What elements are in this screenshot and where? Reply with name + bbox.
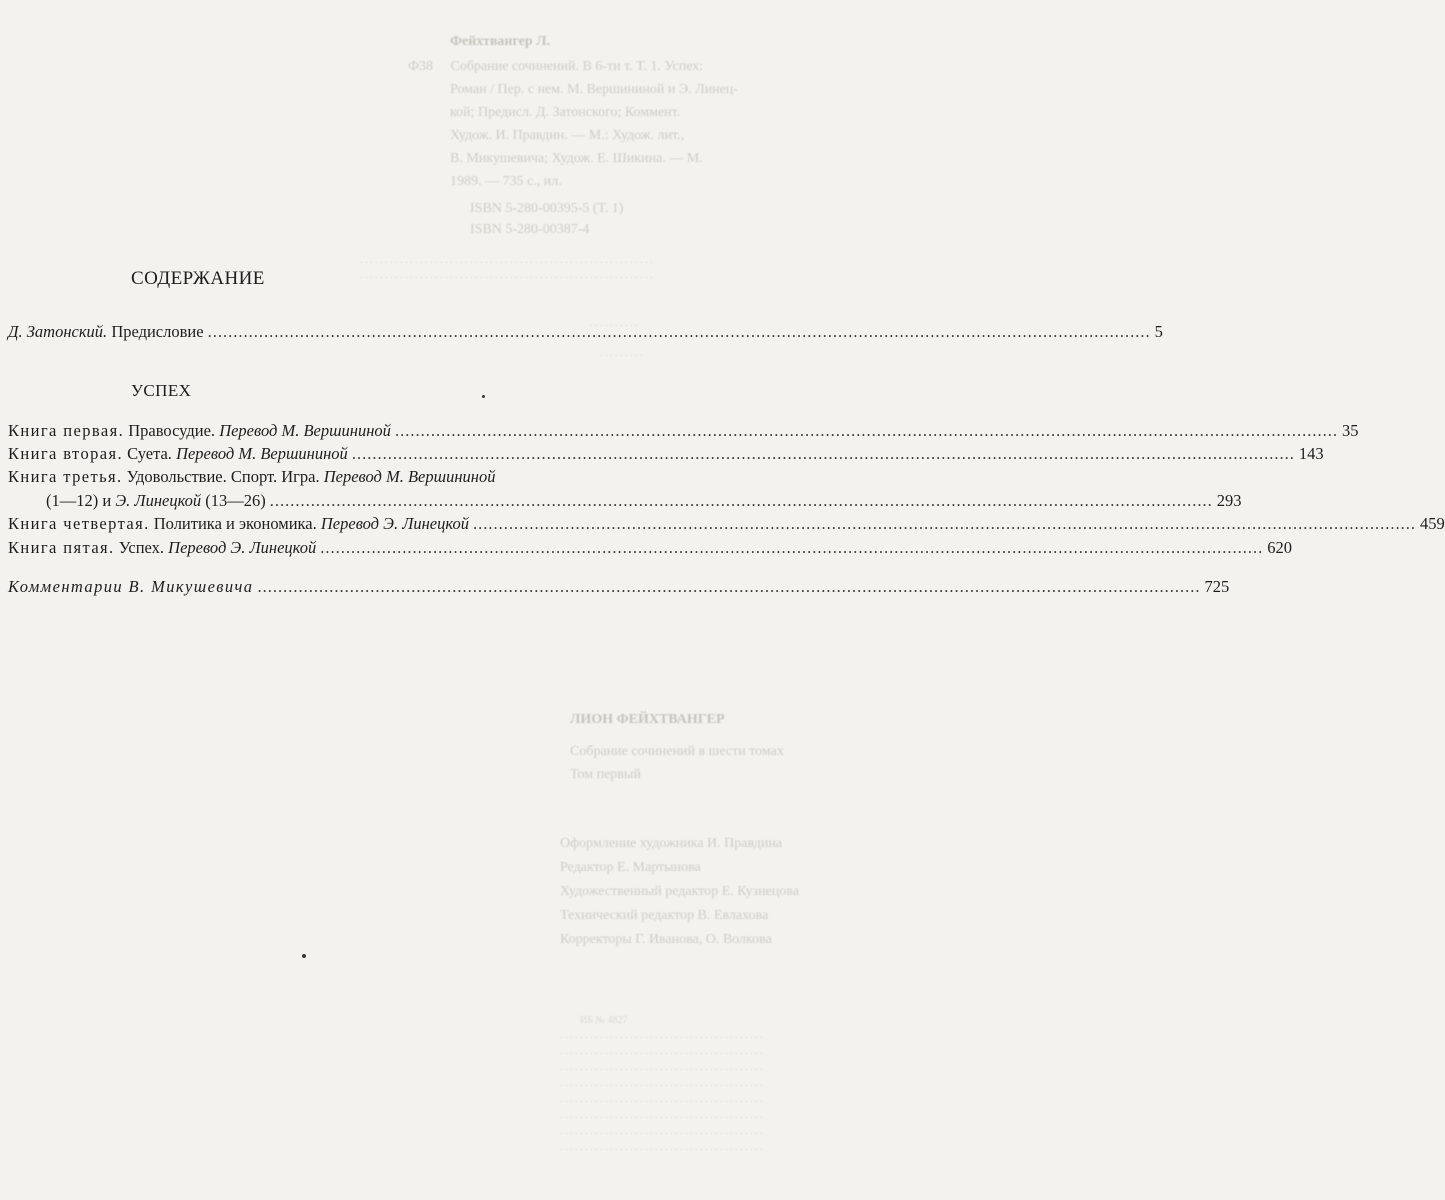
toc-entry-book-4[interactable] xyxy=(8,514,1445,534)
toc-entry-label xyxy=(8,514,469,534)
page-number: 35 xyxy=(1341,421,1359,440)
bleed-through-text: . . . . . . . . . . . . . . . . . . . . . . . . . . . . . . . . . . . . . . . . . xyxy=(560,1094,763,1105)
bleed-through-text: Роман / Пер. с нем. М. Вершининой и Э. Линец- xyxy=(450,82,738,97)
bleed-through-text: . . . . . . . . . . xyxy=(590,318,638,329)
bleed-through-text: . . . . . . . . . . . . . . . . . . . . . . . . . . . . . . . . . . . . . . . . . xyxy=(560,1142,763,1153)
preface-author: Д. Затонский. xyxy=(8,322,108,341)
toc-entry-book-1[interactable] xyxy=(8,421,1359,441)
conjunction: и xyxy=(102,491,112,510)
chapter-range: (13—26) xyxy=(205,491,266,510)
dot-leader xyxy=(352,444,1295,464)
bleed-through-text: Ф38 Собрание сочинений. В 6-ти т. Т. 1. Успех: xyxy=(408,59,704,74)
dot-leader xyxy=(473,514,1416,534)
book-translator: Перевод Э. Линецкой xyxy=(320,514,469,533)
toc-entry-label xyxy=(8,577,253,597)
book-translator: Перевод М. Вершининой xyxy=(323,467,496,486)
bleed-through-text: . . . . . . . . . . . . . . . . . . . . . . . . . . . . . . . . . . . . . . . . . xyxy=(560,1078,763,1089)
toc-entry-label xyxy=(8,444,348,464)
dot-leader xyxy=(270,491,1213,511)
toc-entry-label xyxy=(8,538,316,558)
section-title: УСПЕХ xyxy=(131,381,192,400)
book-number: Книга пятая. xyxy=(8,538,115,557)
book-number: Книга четвертая. xyxy=(8,514,150,533)
bleed-through-text: Художественный редактор Е. Кузнецова xyxy=(560,884,799,899)
book-title: Правосудие. xyxy=(128,421,216,440)
bleed-through-text: Технический редактор В. Евлахова xyxy=(560,908,769,923)
preface-title: Предисловие xyxy=(111,322,204,341)
bleed-through-text: . . . . . . . . . . . . . . . . . . . . . . . . . . . . . . . . . . . . . . . . . xyxy=(560,1046,763,1057)
page-number: 5 xyxy=(1154,322,1163,341)
bleed-through-text: Собрание сочинений в шести томах xyxy=(570,744,784,759)
book-translator: Перевод М. Вершининой xyxy=(219,421,391,440)
contents-title: СОДЕРЖАНИЕ xyxy=(131,268,265,289)
book-number: Книга вторая. xyxy=(8,444,123,463)
bleed-through-text: В. Микушевича; Худож. Е. Шикина. — М. xyxy=(450,151,703,166)
toc-entry-commentary[interactable] xyxy=(8,577,1230,597)
dot-leader xyxy=(320,538,1263,558)
commentary-title: Комментарии В. Микушевича xyxy=(8,577,254,596)
dot-leader xyxy=(257,577,1200,597)
toc-entry-preface[interactable] xyxy=(8,322,1163,342)
book-translator: Перевод Э. Линецкой xyxy=(168,538,317,557)
toc-entry-label xyxy=(8,322,204,342)
bleed-through-text: 1989. — 735 с., ил. xyxy=(450,174,562,189)
toc-entry-label xyxy=(8,421,391,441)
book-title: Удовольствие. Спорт. Игра. xyxy=(126,467,320,486)
dot-leader xyxy=(395,421,1338,441)
bleed-through-text: ЛИОН ФЕЙХТВАНГЕР xyxy=(570,712,725,727)
bleed-through-text: . . . . . . . . . . . . . . . . . . . . . . . . . . . . . . . . . . . . . . . . . xyxy=(560,1126,763,1137)
page-number: 620 xyxy=(1267,538,1292,557)
bleed-through-text: Том первый xyxy=(570,767,641,782)
bleed-through-text: . . . . . . . . . . . . . . . . . . . . . . . . . . . . . . . . . . . . . . . . . xyxy=(560,1030,763,1041)
book-number: Книга третья. xyxy=(8,467,123,486)
chapter-range: (1—12) xyxy=(46,491,99,510)
book-title: Успех. xyxy=(118,538,165,557)
bleed-through-text: Худож. И. Правдин. — М.: Худож. лит., xyxy=(450,128,685,143)
bleed-through-text: Оформление художника И. Правдина xyxy=(560,836,783,851)
bleed-through-text: ИБ № 4827 xyxy=(580,1015,628,1026)
bleed-through-text: . . . . . . . . . . . . . . . . . . . . . . . . . . . . . . . . . . . . . . . . . . . . . . . . . . . . . . . . . . . xyxy=(360,255,653,266)
dot-leader xyxy=(208,322,1151,342)
book-title: Суета. xyxy=(127,444,172,463)
book-translator: Э. Линецкой xyxy=(115,491,202,510)
toc-entry-book-3-line-1[interactable] xyxy=(8,467,495,487)
toc-entry-book-5[interactable] xyxy=(8,538,1292,558)
book-translator: Перевод М. Вершининой xyxy=(176,444,348,463)
bleed-through-text: ISBN 5-280-00387-4 xyxy=(470,222,590,237)
toc-entry-book-2[interactable] xyxy=(8,444,1324,464)
toc-entry-book-3-line-2[interactable] xyxy=(46,491,1242,511)
bleed-through-text: Фейхтвангер Л. xyxy=(450,34,551,49)
page-number: 725 xyxy=(1204,577,1230,596)
ink-speck xyxy=(302,954,306,958)
bleed-through-text: . . . . . . . . . . . . . . . . . . . . . . . . . . . . . . . . . . . . . . . . . xyxy=(560,1062,763,1073)
toc-entry-label xyxy=(46,491,266,511)
page-number: 293 xyxy=(1216,491,1242,510)
bleed-through-text: . . . . . . . . . . . . . . . . . . . . . . . . . . . . . . . . . . . . . . . . . . . . . . . . . . . . . . . . . . . xyxy=(360,270,653,281)
book-number: Книга первая. xyxy=(8,421,125,440)
bleed-through-text: Редактор Е. Мартынова xyxy=(560,860,701,875)
bleed-through-text: . . . . . . . . . xyxy=(600,348,643,359)
book-title: Политика и экономика. xyxy=(153,514,317,533)
page-number: 459 xyxy=(1419,514,1445,533)
bleed-through-text: кой; Предисл. Д. Затонского; Коммент. xyxy=(450,105,681,120)
bleed-through-text: Корректоры Г. Иванова, О. Волкова xyxy=(560,932,772,947)
page-number: 143 xyxy=(1298,444,1324,463)
ink-speck xyxy=(482,395,485,398)
bleed-through-text: . . . . . . . . . . . . . . . . . . . . . . . . . . . . . . . . . . . . . . . . . xyxy=(560,1110,763,1121)
bleed-through-text: ISBN 5-280-00395-5 (Т. 1) xyxy=(470,201,624,216)
